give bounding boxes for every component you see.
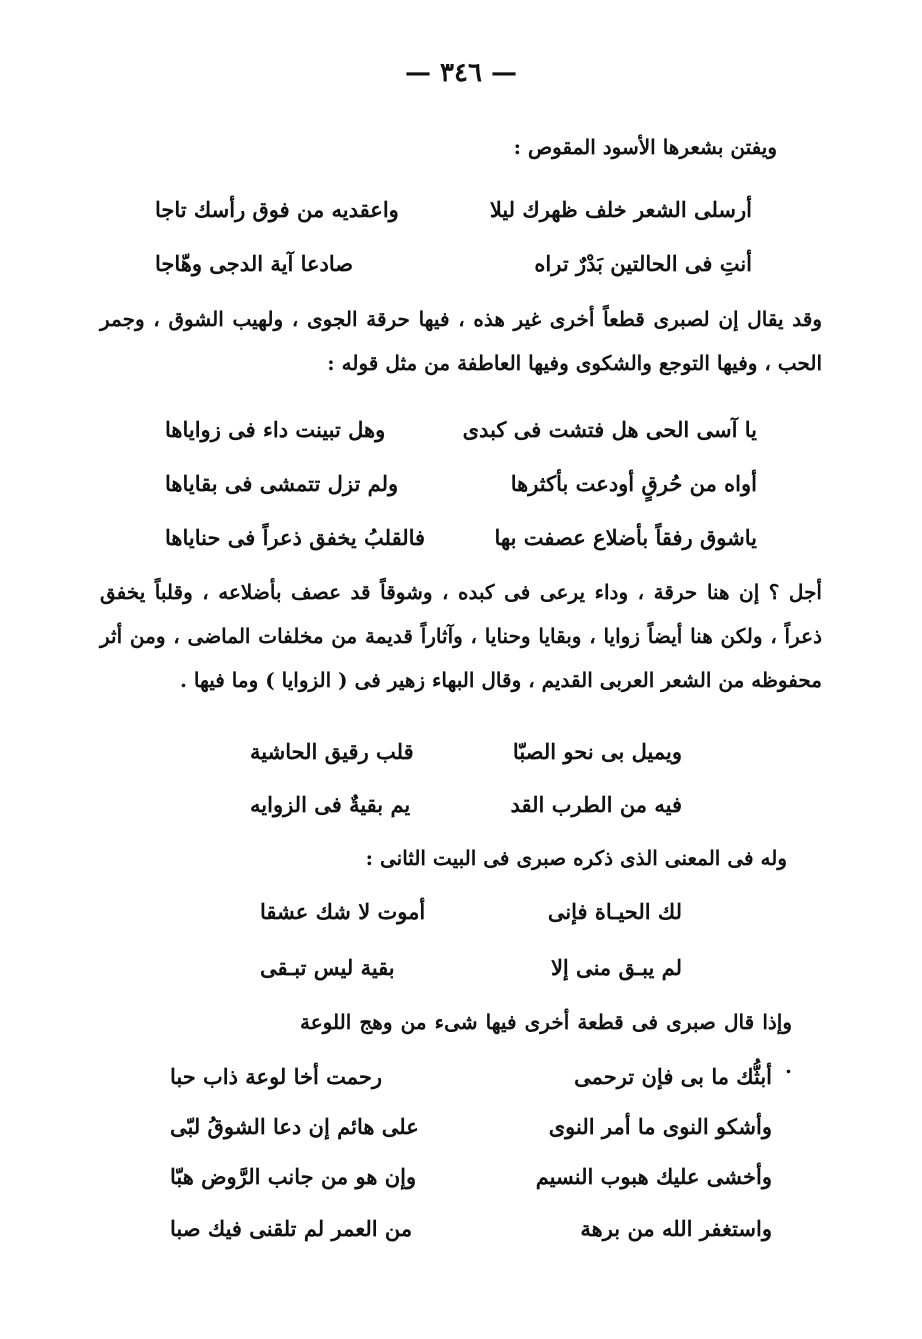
verse-left-hemistich: أموت لا شك عشقا — [260, 899, 426, 924]
verse-line — [170, 1207, 772, 1251]
verse-left-hemistich: واعقديه من فوق رأسك تاجا — [155, 197, 399, 222]
verse-right-hemistich: أبثُّك ما بى فإن ترحمى — [574, 1064, 772, 1089]
prose-paragraph — [300, 836, 787, 880]
prose-text: وله فى المعنى الذى ذكره صبرى فى البيت الثانى : — [365, 846, 787, 870]
prose-paragraph — [300, 125, 777, 169]
prose-text: ويفتن بشعرها الأسود المقوص : — [513, 135, 777, 159]
page-number: — ٣٤٦ — — [404, 58, 518, 88]
verse-line — [155, 188, 752, 232]
verse-right-hemistich: فيه من الطرب القد — [510, 792, 682, 817]
verse-line — [165, 462, 757, 506]
verse-right-hemistich: ياشوق رفقاً بأضلاع عصفت بها — [494, 525, 757, 550]
verse-left-hemistich: فالقلبُ يخفق ذعراً فى حناياها — [165, 525, 426, 550]
verse-line — [170, 1055, 772, 1099]
verse-right-hemistich: وأخشى عليك هبوب النسيم — [535, 1164, 772, 1189]
prose-text: وقد يقال إن لصبرى قطعاً أخرى غير هذه ، فيها حرقة الجوى ، ولهيب الشوق ، وجمر الحب ، وفيها التوجع والشكوى وفيها العاطفة من مثل قوله : — [100, 307, 822, 375]
verse-left-hemistich: من العمر لم تلقنى فيك صبا — [170, 1216, 413, 1241]
verse-left-hemistich: رحمت أخا لوعة ذاب حبا — [170, 1064, 383, 1089]
verse-right-hemistich: أنتِ فى الحالتين بَدْرٌ تراه — [534, 251, 752, 276]
verse-right-hemistich: ويميل بى نحو الصبّا — [512, 739, 682, 764]
verse-left-hemistich: على هائم إن دعا الشوقُ لبّى — [170, 1114, 419, 1139]
verse-left-hemistich: بقية ليس تبـقى — [260, 955, 395, 980]
verse-right-hemistich: واستغفر الله من برهة — [580, 1216, 772, 1241]
verse-left-hemistich: ولم تزل تتمشى فى بقاياها — [165, 471, 399, 496]
verse-left-hemistich: وإن هو من جانب الرَّوض هبّا — [170, 1164, 417, 1189]
verse-line — [170, 1105, 772, 1149]
verse-left-hemistich: صادعا آية الدجى وهّاجا — [155, 251, 354, 276]
verse-right-hemistich: أرسلى الشعر خلف ظهرك ليلا — [489, 197, 752, 222]
verse-line — [260, 890, 682, 934]
verse-line — [260, 946, 682, 990]
verse-line — [165, 516, 757, 560]
verse-line — [170, 1155, 772, 1199]
verse-line — [155, 242, 752, 286]
verse-left-hemistich: قلب رقيق الحاشية — [250, 739, 414, 764]
verse-right-hemistich: أواه من حُرقٍ أودعت بأكثرها — [510, 471, 757, 496]
prose-text: وإذا قال صبرى فى قطعة أخرى فيها شىء من وهج اللوعة . — [300, 1010, 792, 1078]
verse-right-hemistich: وأشكو النوى ما أمر النوى — [548, 1114, 772, 1139]
verse-left-hemistich: يم بقيةٌ فى الزوايه — [250, 792, 411, 817]
verse-line — [250, 783, 682, 827]
verse-line — [165, 408, 757, 452]
prose-text: أجل ؟ إن هنا حرقة ، وداء يرعى فى كبده ، وشوقاً قد عصف بأضلاعه ، وقلباً يخفق ذعراً ، ولكن هنا أيضاً زوايا ، وبقايا وحنايا ، وآثاراً قديمة من مخلفات الماضى ، ومن أثر محفوظه من الشعر العربى القديم ، وقال البهاء زهير فى ( الزوايا ) وما فيها . — [100, 580, 822, 692]
verse-right-hemistich: يا آسى الحى هل فتشت فى كبدى — [462, 417, 757, 442]
verse-right-hemistich: لك الحيـاة فإنى — [547, 899, 682, 924]
verse-left-hemistich: وهل تبينت داء فى زواياها — [165, 417, 386, 442]
prose-paragraph — [100, 297, 822, 385]
prose-paragraph — [100, 570, 822, 702]
verse-right-hemistich: لم يبـق منى إلا — [550, 955, 682, 980]
verse-line — [250, 730, 682, 774]
